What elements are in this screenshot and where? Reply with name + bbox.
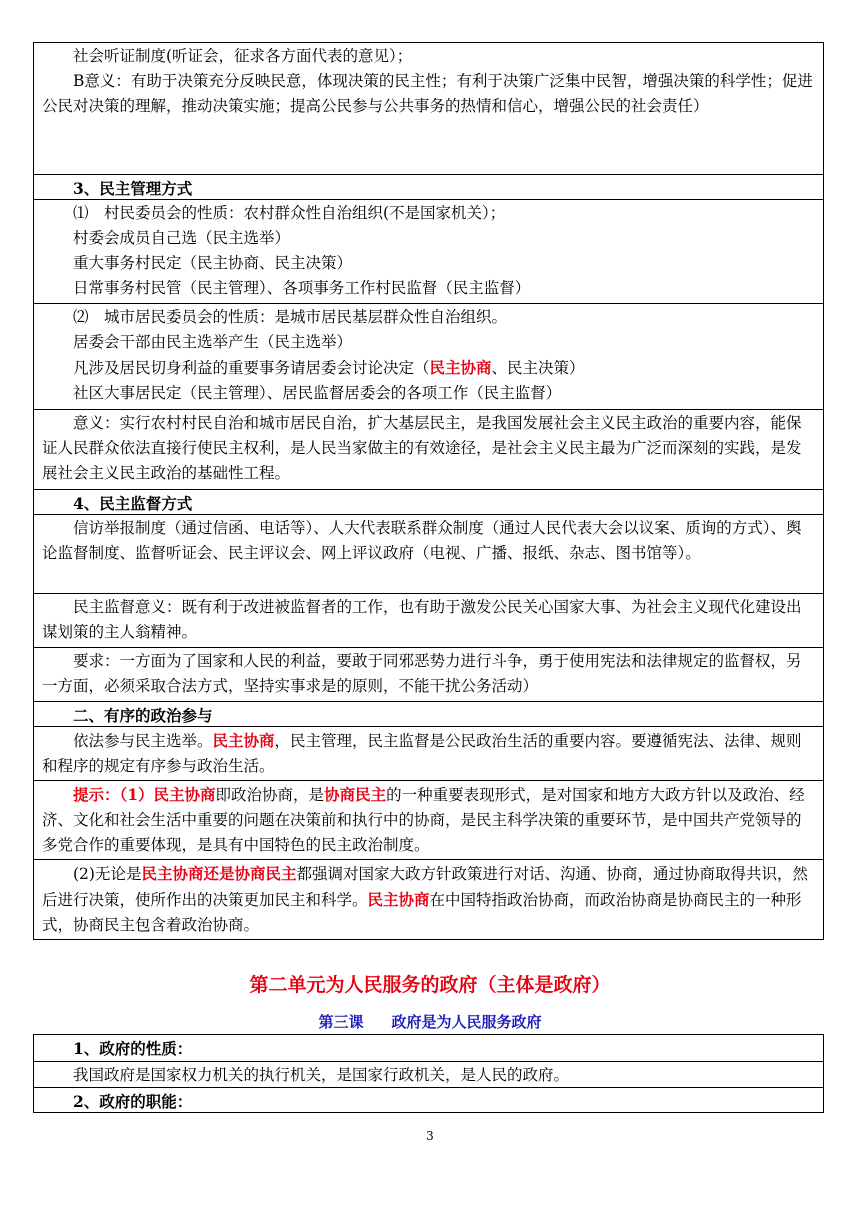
village-committee-line-3: 重大事务村民定（民主协商、民主决策） (73, 254, 353, 272)
unit-title: 第二单元为人民服务的政府（主体是政府） (249, 974, 611, 996)
table-row (34, 647, 823, 701)
text-span: 即政治协商，是 (215, 786, 325, 804)
government-nature-text: 我国政府是国家权力机关的执行机关，是国家行政机关，是人民的政府。 (73, 1066, 570, 1084)
text-span: 在中国特指政治协商，而政治协商是协商民主的一种形式，协商民主包含着政治协商。 (42, 891, 802, 934)
hint-2-text (42, 861, 815, 938)
table-row (34, 859, 823, 939)
supervision-requirements-text: 要求：一方面为了国家和人民的利益，要敢于同邪恶势力进行斗争，勇于使用宪法和法律规定的监督权，另一方面，必须采取合法方式，坚持实事求是的原则，不能干扰公务活动） (42, 652, 802, 695)
table-row (34, 303, 823, 409)
table-row (34, 514, 823, 593)
urban-committee-line-3 (42, 355, 815, 381)
hint-1-text (42, 782, 815, 858)
table-row (34, 489, 823, 514)
self-governance-significance: 意义：实行农村村民自治和城市居民自治，扩大基层民主，是我国发展社会主义民主政治的重要内容，能保证人民群众依法直接行使民主权利，是人民当家做主的有效途径，是社会主义民主最为广泛而深刻的实践，是发展社会主义民主政治的基础性工程。 (42, 414, 802, 482)
table-row (34, 1087, 823, 1112)
section-heading-democratic-management: 3、民主管理方式 (73, 179, 193, 198)
table-row (34, 409, 823, 489)
lesson-number: 第三课 (318, 1013, 364, 1031)
lesson-title (0, 1011, 860, 1032)
highlight-text: 民主协商还是协商民主 (141, 864, 297, 883)
hearing-significance-text: B意义：有助于决策充分反映民意，体现决策的民主性；有利于决策广泛集中民智，增强决策的科学性；促进公民对决策的理解，推动决策实施；提高公民参与公共事务的热情和信心，增强公民的社会责任） (42, 72, 813, 115)
government-functions-heading: 2、政府的职能： (73, 1092, 193, 1111)
highlight-text: 协商民主 (324, 785, 387, 804)
table-row (34, 1061, 823, 1087)
page-number: 3 (426, 1129, 434, 1143)
village-committee-line-4: 日常事务村民管（民主管理）、各项事务工作村民监督（民主监督） (73, 279, 531, 297)
urban-committee-line-2: 居委会干部由民主选举产生（民主选举） (73, 333, 353, 351)
table-row (34, 726, 823, 780)
table-row (34, 593, 823, 647)
highlight-text: 提示：（1）民主协商 (73, 785, 216, 804)
highlight-text: 民主协商 (429, 358, 492, 377)
highlight-text: 民主协商 (367, 890, 430, 909)
text-span: 依法参与民主选举。 (73, 732, 213, 750)
table-row (34, 701, 823, 726)
table-row (34, 199, 823, 303)
village-committee-nature: ⑴ 村民委员会的性质：农村群众性自治组织(不是国家机关）； (73, 204, 506, 222)
urban-committee-line-4: 社区大事居民定（民主管理）、居民监督居委会的各项工作（民主监督） (73, 384, 562, 402)
section-heading-democratic-supervision: 4、民主监督方式 (73, 494, 193, 513)
supervision-significance-text: 民主监督意义：既有利于改进被监督者的工作，也有助于激发公民关心国家大事、为社会主义现代化建设出谋划策的主人翁精神。 (42, 598, 802, 641)
text-span: 、民主决策） (491, 359, 585, 377)
table-row (34, 780, 823, 859)
content-table-2 (33, 1034, 824, 1113)
hearing-system-text: 社会听证制度(听证会，征求各方面代表的意见）； (73, 47, 413, 65)
text-span: (2)无论是 (73, 865, 142, 883)
content-table-1 (33, 42, 824, 940)
section-heading-orderly-participation: 二、有序的政治参与 (73, 706, 213, 725)
orderly-participation-text (42, 728, 815, 779)
table-row (34, 174, 823, 199)
urban-committee-nature: ⑵ 城市居民委员会的性质：是城市居民基层群众性自治组织。 (73, 308, 508, 326)
lesson-name: 政府是为人民服务政府 (391, 1013, 542, 1031)
village-committee-line-2: 村委会成员自己选（民主选举） (73, 229, 291, 247)
table-row (34, 1035, 823, 1061)
text-span: 都强调对国家大政方针政策进行对话、沟通、协商，通过协商取得共识，然后进行决策，使所作出的决策更加民主和科学。 (42, 865, 808, 909)
government-nature-heading: 1、政府的性质： (73, 1039, 193, 1058)
table-row (34, 43, 823, 174)
highlight-text: 民主协商 (212, 731, 275, 750)
text-span: ，民主管理，民主监督是公民政治生活的重要内容。要遵循宪法、法律、规则和程序的规定有序参与政治生活。 (42, 732, 802, 775)
text-span: 凡涉及居民切身利益的重要事务请居委会讨论决定（ (73, 359, 430, 377)
supervision-methods-text: 信访举报制度（通过信函、电话等）、人大代表联系群众制度（通过人民代表大会以议案、质询的方式）、舆论监督制度、监督听证会、民主评议会、网上评议政府（电视、广播、报纸、杂志、图书馆等）。 (42, 519, 802, 562)
text-span: 的一种重要表现形式，是对国家和地方大政方针以及政治、经济、文化和社会生活中重要的问题在决策前和执行中的协商，是民主科学决策的重要环节，是中国共产党领导的多党合作的重要体现，是具有中国特色的民主政治制度。 (42, 786, 805, 854)
